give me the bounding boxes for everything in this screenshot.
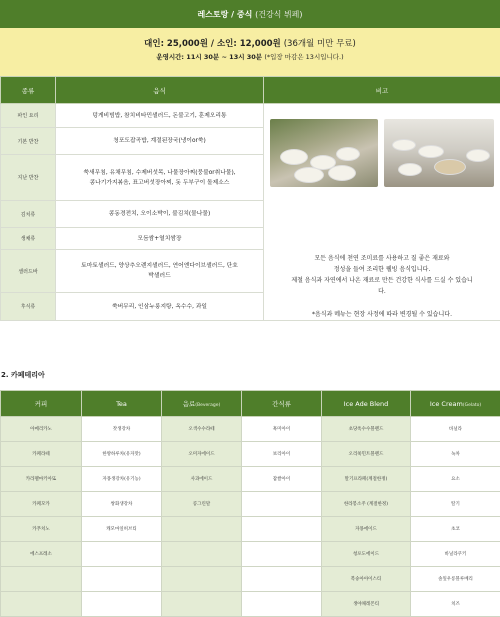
menu-items	[56, 228, 264, 250]
cafe-cell: 카푸치노	[1, 517, 82, 542]
note-line: 정성을 들여 조리한 웰빙 음식입니다.	[270, 264, 494, 275]
cafe-row	[1, 567, 500, 592]
menu-items	[56, 250, 264, 293]
cafe-cell: 보리아이	[242, 442, 322, 467]
cafe-cell: 쌍화생강차	[82, 492, 162, 517]
menu-category: 샐러드바	[1, 250, 56, 293]
menu-header-food: 음식	[56, 77, 264, 104]
cafe-cell	[1, 567, 82, 592]
menu-items	[56, 201, 264, 228]
header-subtitle: (건강식 뷔페)	[255, 9, 302, 20]
cafe-header-coffee: 커피	[1, 391, 82, 417]
cafe-row	[1, 592, 500, 617]
cafe-cell: 복숭아아이스티	[322, 567, 411, 592]
cafe-cell: 한라봉소주 (계절한정)	[322, 492, 411, 517]
cafe-cell: 한방하루차(유자맛)	[82, 442, 162, 467]
cafe-cell: 딸기프라페(계절한정)	[322, 467, 411, 492]
cafe-header-icecream: Ice Cream(Gelato)	[411, 391, 500, 417]
cafe-cell: 자몽에이드	[322, 517, 411, 542]
cafe-cell: 캐모마일허브티	[82, 517, 162, 542]
buffet-counter-photo	[384, 119, 494, 187]
cafe-cell: 오미자에이드	[162, 442, 242, 467]
notes-cell	[264, 104, 500, 321]
cafe-header-ade: Ice Ade Blend	[322, 391, 411, 417]
cafe-cell	[242, 517, 322, 542]
menu-category: 생채류	[1, 228, 56, 250]
cafe-cell: 오색수수라떼	[162, 417, 242, 442]
cafe-header-beverage: 음료(Beverage)	[162, 391, 242, 417]
menu-category: 지난 반찬	[1, 155, 56, 201]
menu-item-line: 콩동경전치, 오이소박이, 불김치(물나물)	[109, 211, 211, 217]
menu-category: 기본 반찬	[1, 128, 56, 155]
cafe-cell: 초당옥수수블렌드	[322, 417, 411, 442]
cafe-cell: 치즈	[411, 592, 500, 617]
cafe-header-snacks: 간식류	[242, 391, 322, 417]
hours-text: 운영시간: 11시 30분 ~ 13시 30분	[156, 53, 262, 61]
cafe-cell: 녹차	[411, 442, 500, 467]
cafe-cell: 청포도에이드	[322, 542, 411, 567]
header-title: 레스토랑 / 중식	[197, 9, 252, 20]
cafe-cell	[242, 592, 322, 617]
notes-text	[264, 253, 500, 320]
menu-items	[56, 104, 264, 128]
cafe-cell: 솔잎우롱블루베리	[411, 567, 500, 592]
cafe-section-title: 2. 카페테리아	[1, 370, 500, 390]
menu-items	[56, 293, 264, 321]
menu-category: 후식류	[1, 293, 56, 321]
menu-item-line: 쑥새무침, 유채무침, 수제버섯목, 나물장아찌(뭉불or취나물),	[83, 170, 235, 176]
price-note: (36개월 미만 무료)	[284, 39, 356, 49]
cafe-cell	[162, 567, 242, 592]
cafe-cell: 찹쌀아이	[242, 467, 322, 492]
hours-line	[0, 52, 500, 61]
cafe-cell: 사과에이드	[162, 467, 242, 492]
change-notice: *음식과 메뉴는 현장 사정에 따라 변경될 수 있습니다.	[270, 309, 494, 320]
cafe-cell: 잣생강차	[82, 417, 162, 442]
hours-note: (*입장 마감은 13시입니다.)	[264, 53, 343, 61]
cafe-table	[0, 390, 500, 617]
menu-item-line: 콩나기가지볶음, 표고버섯장아찌, 돗 두부구이 돌제소스	[90, 180, 230, 186]
menu-item-line: 박샐러드	[148, 273, 170, 279]
menu-table	[0, 76, 500, 321]
cafe-cell	[82, 542, 162, 567]
menu-header-type: 종류	[1, 77, 56, 104]
page-header	[0, 0, 500, 28]
menu-items	[56, 155, 264, 201]
note-line: 다.	[270, 286, 494, 297]
cafe-cell: 카페라떼	[1, 442, 82, 467]
cafe-cell	[162, 542, 242, 567]
cafe-row	[1, 467, 500, 492]
cafe-cell: 초코	[411, 517, 500, 542]
cafe-header-tea: Tea	[82, 391, 162, 417]
cafe-cell: 카페모카	[1, 492, 82, 517]
menu-item-line: 토마토샐러드, 양상추오렌지샐러드, 연어엔다이브샐러드, 단호	[81, 263, 238, 269]
cafe-cell: 바닐라	[411, 417, 500, 442]
menu-item-line: 쑥버무리, 인삼누룽지탕, 옥수수, 과일	[112, 304, 207, 310]
cafe-cell: 카라멜마키아또	[1, 467, 82, 492]
cafe-cell: 자몽생강차(유기농)	[82, 467, 162, 492]
cafe-cell	[242, 492, 322, 517]
menu-category: 파인 요리	[1, 104, 56, 128]
cafe-cell	[242, 542, 322, 567]
menu-item-line: 모듬쌈+열치쌈장	[137, 236, 181, 242]
cafe-row	[1, 492, 500, 517]
cafe-row	[1, 517, 500, 542]
note-line: 모든 음식에 천연 조미료를 사용하고 질 좋은 재료와	[270, 253, 494, 264]
menu-category: 김치류	[1, 201, 56, 228]
cafe-cell	[82, 567, 162, 592]
cafe-cell	[162, 592, 242, 617]
photo-row	[264, 104, 500, 187]
cafe-cell: 아메리카노	[1, 417, 82, 442]
cafe-cell: 바닐라쿠키	[411, 542, 500, 567]
buffet-food-photo	[270, 119, 378, 187]
menu-item-line: 덩게비빔밥, 참치비타민샐러드, 돈불고기, 훈제오리통	[92, 113, 226, 119]
cafe-cell: 콩그린말	[162, 492, 242, 517]
price-line	[0, 28, 500, 49]
price-text: 대인: 25,000원 / 소인: 12,000원	[144, 39, 281, 49]
cafe-cell: 흑미아이	[242, 417, 322, 442]
menu-item-line: 청포도잡곡밥, 계절된장국(냉이or쑥)	[113, 138, 206, 144]
menu-items	[56, 128, 264, 155]
price-box	[0, 28, 500, 76]
cafe-cell	[242, 567, 322, 592]
cafe-cell: 오리쑥민트블렌드	[322, 442, 411, 467]
menu-header-notes: 비고	[264, 77, 500, 104]
cafe-cell: 요소	[411, 467, 500, 492]
cafe-row	[1, 442, 500, 467]
cafe-cell	[162, 517, 242, 542]
cafe-cell	[1, 592, 82, 617]
cafe-cell: 딸기	[411, 492, 500, 517]
cafe-cell: 에스프레소	[1, 542, 82, 567]
cafe-cell: 생야채레몬티	[322, 592, 411, 617]
cafe-row	[1, 542, 500, 567]
cafe-row	[1, 417, 500, 442]
cafe-cell	[82, 592, 162, 617]
note-line: 제철 음식과 자연에서 나온 재료로 만든 건강한 식사를 드실 수 있습니	[270, 275, 494, 286]
